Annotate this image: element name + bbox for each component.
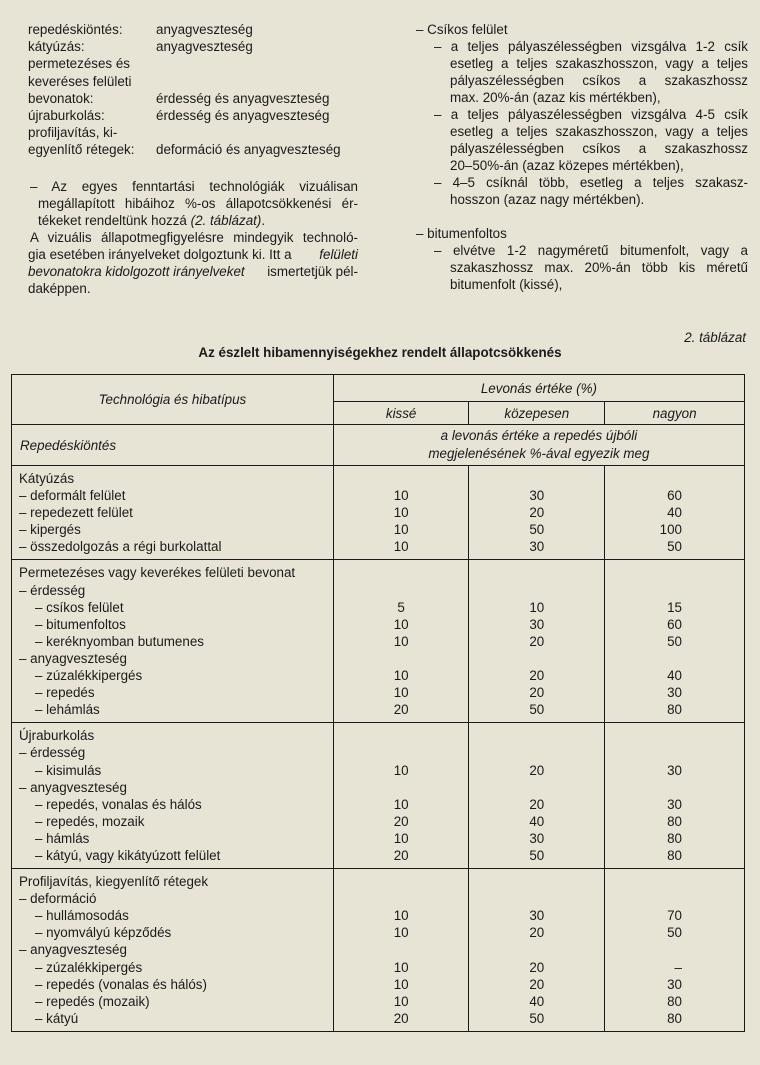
deduction-table xyxy=(11,374,745,1032)
csikos-line9: – 4–5 csíknál több, esetleg a teljes szakasz- xyxy=(434,175,748,190)
value-nagyon: 40 xyxy=(667,668,682,684)
value-nagyon xyxy=(605,873,744,890)
csikos-line8: 20–50%-án (azaz közepes mértékben), xyxy=(450,158,684,173)
value-kisse: 10 xyxy=(393,685,409,701)
value-kozepesen: 50 xyxy=(529,702,545,718)
group-cell xyxy=(605,466,745,560)
row-label: – csíkos felület xyxy=(35,599,124,615)
definition-value: deformáció és anyagveszteség xyxy=(156,142,341,158)
value-nagyon: 80 xyxy=(667,1010,682,1026)
definition-term: repedéskiöntés: xyxy=(28,22,123,37)
value-nagyon: 60 xyxy=(667,488,682,504)
para2-line2-italic: felületi xyxy=(319,247,358,262)
group-cell xyxy=(333,466,469,560)
value-kisse: 10 xyxy=(393,796,409,812)
para1-line2: megállapított hibáihoz %-os állapotcsökkenési ér- xyxy=(38,196,358,211)
value-kozepesen: 20 xyxy=(529,505,545,521)
value-nagyon xyxy=(605,564,744,581)
value-kozepesen xyxy=(469,727,604,744)
value-kozepesen: 50 xyxy=(529,1010,545,1026)
right-column xyxy=(416,21,748,293)
definition-value: érdesség és anyagveszteség xyxy=(156,90,330,106)
value-kozepesen: 40 xyxy=(529,993,545,1009)
para2-line4: daképpen. xyxy=(28,281,91,296)
value-kozepesen xyxy=(469,890,604,907)
row-label: – anyagveszteség xyxy=(19,779,127,795)
value-kozepesen xyxy=(469,744,604,761)
value-nagyon: – xyxy=(674,959,682,975)
csikos-line6: esetleg a teljes szakaszhosszon, vagy a teljes xyxy=(450,124,748,139)
csikos-line2: esetleg a teljes szakaszhosszon, vagy a teljes xyxy=(450,56,748,71)
csikos-line10: hosszon (azaz nagy mértékben). xyxy=(450,192,645,207)
header-levonas: Levonás értéke (%) xyxy=(333,375,744,402)
csikos-line1: – a teljes pályaszélességben vizsgálva 1-2 csík xyxy=(434,39,748,54)
value-nagyon: 50 xyxy=(667,539,682,555)
value-kozepesen: 20 xyxy=(529,959,545,975)
value-kozepesen: 30 xyxy=(529,908,545,924)
bitumen-title: – bitumenfoltos xyxy=(416,226,507,241)
csikos-title: – Csíkos felület xyxy=(416,22,508,37)
definition-term: kátyúzás: xyxy=(28,39,85,55)
csikos-line7: pályaszélességben csíkos a szakaszhossz xyxy=(450,141,748,156)
value-nagyon: 70 xyxy=(667,908,682,924)
repedeskiontes-note xyxy=(333,425,744,466)
value-nagyon xyxy=(605,470,744,487)
bitumen-line3: bitumenfolt (kissé), xyxy=(450,277,563,292)
value-kozepesen xyxy=(469,941,604,958)
value-nagyon: 60 xyxy=(667,616,682,632)
csikos-line3: pályaszélességben csíkos a szakaszhossz xyxy=(450,73,748,88)
value-kisse: 10 xyxy=(393,925,409,941)
table-row xyxy=(12,466,745,560)
group-cell xyxy=(605,869,745,1032)
group-cell xyxy=(12,560,334,723)
value-nagyon xyxy=(605,727,744,744)
value-kisse xyxy=(334,650,469,667)
value-nagyon: 80 xyxy=(667,993,682,1009)
group-cell xyxy=(333,723,469,869)
row-label: – összedolgozás a régi burkolattal xyxy=(19,539,222,555)
value-kisse: 10 xyxy=(393,505,409,521)
definition-term: permetezéses és xyxy=(28,56,130,72)
group-cell xyxy=(333,560,469,723)
definition-term: bevonatok: xyxy=(28,90,94,106)
rep-note-line1: a levonás értéke a repedés újbóli xyxy=(440,428,638,443)
value-kozepesen: 20 xyxy=(529,685,545,701)
row-label: – repedés (mozaik) xyxy=(35,993,150,1009)
definition-term: profiljavítás, ki- xyxy=(28,125,118,141)
para2-line2-text: gia esetében irányelveket dolgoztunk ki. Itt a xyxy=(28,247,292,262)
row-label: – lehámlás xyxy=(35,702,100,718)
row-label: – kipergés xyxy=(19,522,81,538)
value-nagyon: 50 xyxy=(667,925,682,941)
row-label: – deformált felület xyxy=(19,488,126,504)
csikos-line5: – a teljes pályaszélességben vizsgálva 4-5 csík xyxy=(434,107,748,122)
value-kisse: 10 xyxy=(393,522,409,538)
row-label: Permetezéses vagy keverékes felületi bevonat xyxy=(19,565,296,581)
value-kisse: 10 xyxy=(393,539,409,555)
value-kozepesen: 50 xyxy=(529,522,545,538)
value-nagyon: 30 xyxy=(667,685,682,701)
bitumen-block xyxy=(434,242,748,293)
definition-term: újraburkolás: xyxy=(28,108,105,123)
value-nagyon: 40 xyxy=(667,505,682,521)
value-kozepesen: 20 xyxy=(529,762,545,778)
value-kozepesen xyxy=(469,873,604,890)
para1-line1: – Az egyes fenntartási technológiák vizuálisan xyxy=(30,179,358,194)
value-kisse xyxy=(334,727,469,744)
row-label: – kátyú, vagy kikátyúzott felület xyxy=(35,847,221,863)
value-nagyon xyxy=(605,890,744,907)
value-kisse xyxy=(334,744,469,761)
value-kisse: 10 xyxy=(393,668,409,684)
para2-line3-text: ismertetjük pél- xyxy=(263,264,358,279)
bitumen-line1: – elvétve 1-2 nagyméretű bitumenfolt, vagy a xyxy=(434,243,748,258)
para2-line3-italic: bevonatokra kidolgozott irányelveket xyxy=(28,264,245,279)
value-nagyon: 80 xyxy=(667,813,682,829)
table-label: 2. táblázat xyxy=(684,330,746,345)
value-kisse xyxy=(334,582,469,599)
row-label: – hámlás xyxy=(35,830,90,846)
value-kozepesen xyxy=(469,779,604,796)
header-nagyon: nagyon xyxy=(605,402,745,425)
group-cell xyxy=(333,869,469,1032)
row-label: Újraburkolás xyxy=(19,728,95,744)
row-label: – zúzalékkipergés xyxy=(35,959,143,975)
value-kisse: 10 xyxy=(393,830,409,846)
row-label: – zúzalékkipergés xyxy=(35,668,143,684)
para1-line3-text: tékeket rendeltünk hozzá xyxy=(38,213,191,228)
table-row xyxy=(12,560,745,723)
value-kisse: 10 xyxy=(393,959,409,975)
row-label: – repedés (vonalas és hálós) xyxy=(35,976,207,992)
table-row xyxy=(12,869,745,1032)
value-nagyon: 30 xyxy=(667,762,682,778)
table-title: Az észlelt hibamennyiségekhez rendelt állapotcsökkenés xyxy=(198,345,562,360)
row-label: – érdesség xyxy=(19,745,86,761)
group-cell xyxy=(469,723,605,869)
value-nagyon: 30 xyxy=(667,976,682,992)
group-cell xyxy=(12,869,334,1032)
para2-line2 xyxy=(28,246,358,263)
value-kozepesen: 30 xyxy=(529,539,545,555)
csikos-block xyxy=(434,38,748,208)
value-kisse: 10 xyxy=(393,633,409,649)
definition-term: egyenlítő rétegek: xyxy=(28,142,135,158)
value-kozepesen: 40 xyxy=(529,813,545,829)
value-nagyon xyxy=(605,779,744,796)
value-kisse: 20 xyxy=(393,813,409,829)
row-label: – hullámosodás xyxy=(35,908,129,924)
left-paragraph-2 xyxy=(28,229,358,297)
row-label: Kátyúzás xyxy=(19,471,75,486)
row-label: – deformáció xyxy=(19,891,97,907)
value-nagyon xyxy=(605,744,744,761)
value-kozepesen: 30 xyxy=(529,616,545,632)
group-cell xyxy=(469,466,605,560)
value-nagyon: 50 xyxy=(667,633,682,649)
value-kisse: 10 xyxy=(393,616,409,632)
value-kisse xyxy=(334,873,469,890)
row-label: – bitumenfoltos xyxy=(35,616,126,632)
value-kisse: 20 xyxy=(393,1010,409,1026)
row-label: – anyagveszteség xyxy=(19,650,127,666)
value-nagyon: 80 xyxy=(667,830,682,846)
value-kisse: 5 xyxy=(397,599,405,615)
value-nagyon: 80 xyxy=(667,847,682,863)
value-kozepesen: 20 xyxy=(529,668,545,684)
value-nagyon: 80 xyxy=(667,702,682,718)
row-label: – anyagveszteség xyxy=(19,942,127,958)
row-label: – repedés xyxy=(35,685,95,701)
value-kozepesen xyxy=(469,564,604,581)
definition-value: érdesség és anyagveszteség xyxy=(156,108,330,123)
value-kisse: 20 xyxy=(393,847,409,863)
para2-line1: A vizuális állapotmegfigyelésre mindegyik technoló- xyxy=(30,230,358,245)
row-label: – repedés, mozaik xyxy=(35,813,145,829)
value-kozepesen: 20 xyxy=(529,925,545,941)
value-nagyon xyxy=(605,582,744,599)
value-kisse xyxy=(334,890,469,907)
value-nagyon: 15 xyxy=(667,599,682,615)
bitumen-line2: szakaszhossz max. 20%-án több kis méretű xyxy=(450,260,748,275)
group-cell xyxy=(12,466,334,560)
value-kisse: 20 xyxy=(393,702,409,718)
value-kozepesen: 30 xyxy=(529,488,545,504)
value-kisse xyxy=(334,470,469,487)
header-kisse: kissé xyxy=(333,402,469,425)
header-technology: Technológia és hibatípus xyxy=(12,375,334,425)
group-cell xyxy=(605,723,745,869)
value-kisse: 10 xyxy=(393,976,409,992)
para1-line3-end: . xyxy=(261,213,266,228)
group-cell xyxy=(469,560,605,723)
row-label: – repedezett felület xyxy=(19,505,133,521)
value-kozepesen: 20 xyxy=(529,796,545,812)
value-kisse: 10 xyxy=(393,488,409,504)
row-label: – érdesség xyxy=(19,582,86,598)
para2-line3 xyxy=(28,263,358,280)
value-kisse: 10 xyxy=(393,993,409,1009)
table-reference: (2. táblázat) xyxy=(190,213,262,228)
value-kozepesen: 20 xyxy=(529,976,545,992)
row-label: – nyomvályú képződés xyxy=(35,925,172,941)
value-kisse xyxy=(334,564,469,581)
value-kozepesen: 10 xyxy=(529,599,545,615)
value-nagyon xyxy=(605,941,744,958)
rep-note-line2: megjelenésének %-ával egyezik meg xyxy=(428,446,650,461)
row-label: Profiljavítás, kiegyenlítő rétegek xyxy=(19,874,209,890)
value-nagyon: 30 xyxy=(667,796,682,812)
row-label: – kisimulás xyxy=(35,762,102,778)
value-kozepesen xyxy=(469,650,604,667)
header-kozepesen: közepesen xyxy=(469,402,605,425)
group-cell xyxy=(469,869,605,1032)
value-nagyon xyxy=(605,650,744,667)
csikos-line4: max. 20%-án (azaz kis mértékben), xyxy=(450,90,661,105)
row-label: – kátyú xyxy=(35,1010,79,1026)
value-kozepesen: 30 xyxy=(529,830,545,846)
row-label: – repedés, vonalas és hálós xyxy=(35,796,202,812)
para1-line3 xyxy=(38,212,358,229)
value-kozepesen xyxy=(469,470,604,487)
value-kisse xyxy=(334,779,469,796)
table-row xyxy=(12,723,745,869)
value-kisse: 10 xyxy=(393,762,409,778)
value-kisse: 10 xyxy=(393,908,409,924)
repedeskiontes-label: Repedéskiöntés xyxy=(12,425,334,466)
definition-value: anyagveszteség xyxy=(156,39,253,55)
value-nagyon: 100 xyxy=(659,522,682,538)
value-kozepesen: 50 xyxy=(529,847,545,863)
definition-term: keveréses felületi xyxy=(28,73,132,89)
group-cell xyxy=(12,723,334,869)
definition-value: anyagveszteség xyxy=(156,22,253,37)
left-paragraph-1 xyxy=(30,178,358,229)
value-kozepesen: 20 xyxy=(529,633,545,649)
row-label: – keréknyomban butumenes xyxy=(35,633,204,649)
group-cell xyxy=(605,560,745,723)
value-kozepesen xyxy=(469,582,604,599)
value-kisse xyxy=(334,941,469,958)
